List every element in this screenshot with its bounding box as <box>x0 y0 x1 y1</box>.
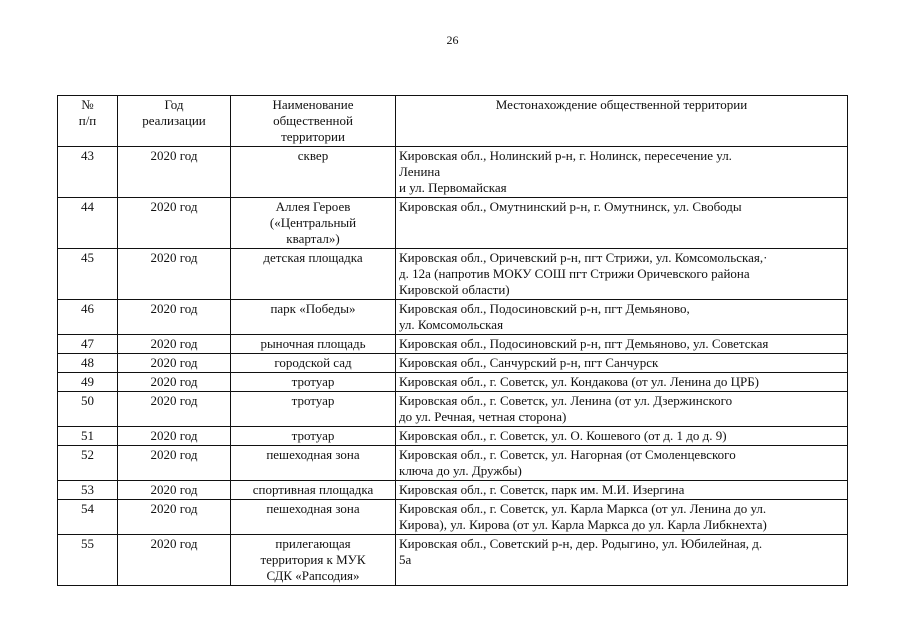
table-row <box>58 198 848 249</box>
header-number: № п/п <box>58 96 118 147</box>
row-year: 2020 год <box>118 446 231 481</box>
row-number: 55 <box>58 535 118 586</box>
row-location: Кировская обл., г. Советск, ул. О. Кошевого (от д. 1 до д. 9) <box>396 427 848 446</box>
row-year: 2020 год <box>118 249 231 300</box>
row-territory-name: тротуар <box>231 392 396 427</box>
row-territory-name: парк «Победы» <box>231 300 396 335</box>
row-number: 54 <box>58 500 118 535</box>
row-territory-name: тротуар <box>231 373 396 392</box>
row-location: Кировская обл., Нолинский р-н, г. Нолинск, пересечение ул. Ленина и ул. Первомайская <box>396 147 848 198</box>
table-row <box>58 481 848 500</box>
row-territory-name: прилегающая территория к МУК СДК «Рапсодия» <box>231 535 396 586</box>
row-number: 50 <box>58 392 118 427</box>
row-territory-name: детская площадка <box>231 249 396 300</box>
row-number: 51 <box>58 427 118 446</box>
row-number: 44 <box>58 198 118 249</box>
row-territory-name: пешеходная зона <box>231 500 396 535</box>
table-row <box>58 535 848 586</box>
row-number: 53 <box>58 481 118 500</box>
header-location: Местонахождение общественной территории <box>396 96 848 147</box>
row-year: 2020 год <box>118 500 231 535</box>
row-location: Кировская обл., г. Советск, ул. Ленина (от ул. Дзержинского до ул. Речная, четная сторона) <box>396 392 848 427</box>
row-location: Кировская обл., Советский р-н, дер. Родыгино, ул. Юбилейная, д. 5а <box>396 535 848 586</box>
row-number: 52 <box>58 446 118 481</box>
row-year: 2020 год <box>118 300 231 335</box>
row-territory-name: пешеходная зона <box>231 446 396 481</box>
row-number: 45 <box>58 249 118 300</box>
row-year: 2020 год <box>118 335 231 354</box>
header-year: Год реализации <box>118 96 231 147</box>
table-row <box>58 335 848 354</box>
row-location: Кировская обл., г. Советск, ул. Кондакова (от ул. Ленина до ЦРБ) <box>396 373 848 392</box>
table-row <box>58 300 848 335</box>
table-row <box>58 500 848 535</box>
table-row <box>58 373 848 392</box>
row-location: Кировская обл., Подосиновский р-н, пгт Демьяново, ул. Комсомольская <box>396 300 848 335</box>
row-location: Кировская обл., Санчурский р-н, пгт Санчурск <box>396 354 848 373</box>
row-number: 43 <box>58 147 118 198</box>
row-number: 46 <box>58 300 118 335</box>
row-territory-name: тротуар <box>231 427 396 446</box>
page-number: 26 <box>446 33 459 47</box>
row-location: Кировская обл., Омутнинский р-н, г. Омутнинск, ул. Свободы <box>396 198 848 249</box>
table-row <box>58 354 848 373</box>
table-row <box>58 147 848 198</box>
row-location: Кировская обл., г. Советск, ул. Нагорная (от Смоленцевского ключа до ул. Дружбы) <box>396 446 848 481</box>
row-year: 2020 год <box>118 373 231 392</box>
row-territory-name: городской сад <box>231 354 396 373</box>
row-location: Кировская обл., Подосиновский р-н, пгт Демьяново, ул. Советская <box>396 335 848 354</box>
row-territory-name: спортивная площадка <box>231 481 396 500</box>
row-location: Кировская обл., г. Советск, парк им. М.И. Изергина <box>396 481 848 500</box>
row-year: 2020 год <box>118 198 231 249</box>
row-territory-name: сквер <box>231 147 396 198</box>
header-name: Наименование общественной территории <box>231 96 396 147</box>
row-year: 2020 год <box>118 147 231 198</box>
table-row <box>58 392 848 427</box>
row-territory-name: Аллея Героев («Центральный квартал») <box>231 198 396 249</box>
table-row <box>58 249 848 300</box>
table-row <box>58 446 848 481</box>
row-territory-name: рыночная площадь <box>231 335 396 354</box>
row-number: 49 <box>58 373 118 392</box>
row-number: 48 <box>58 354 118 373</box>
table-row <box>58 427 848 446</box>
table-header-row <box>58 96 848 147</box>
table-body <box>58 147 848 586</box>
row-location: Кировская обл., Оричевский р-н, пгт Стрижи, ул. Комсомольская,· д. 12а (напротив МОКУ СОШ пгт Стрижи Оричевского района Кировской области) <box>396 249 848 300</box>
row-year: 2020 год <box>118 535 231 586</box>
row-year: 2020 год <box>118 354 231 373</box>
row-year: 2020 год <box>118 481 231 500</box>
row-year: 2020 год <box>118 392 231 427</box>
row-number: 47 <box>58 335 118 354</box>
public-territories-table <box>57 95 848 586</box>
row-location: Кировская обл., г. Советск, ул. Карла Маркса (от ул. Ленина до ул. Кирова), ул. Кирова (от ул. Карла Маркса до ул. Карла Либкнехта) <box>396 500 848 535</box>
row-year: 2020 год <box>118 427 231 446</box>
